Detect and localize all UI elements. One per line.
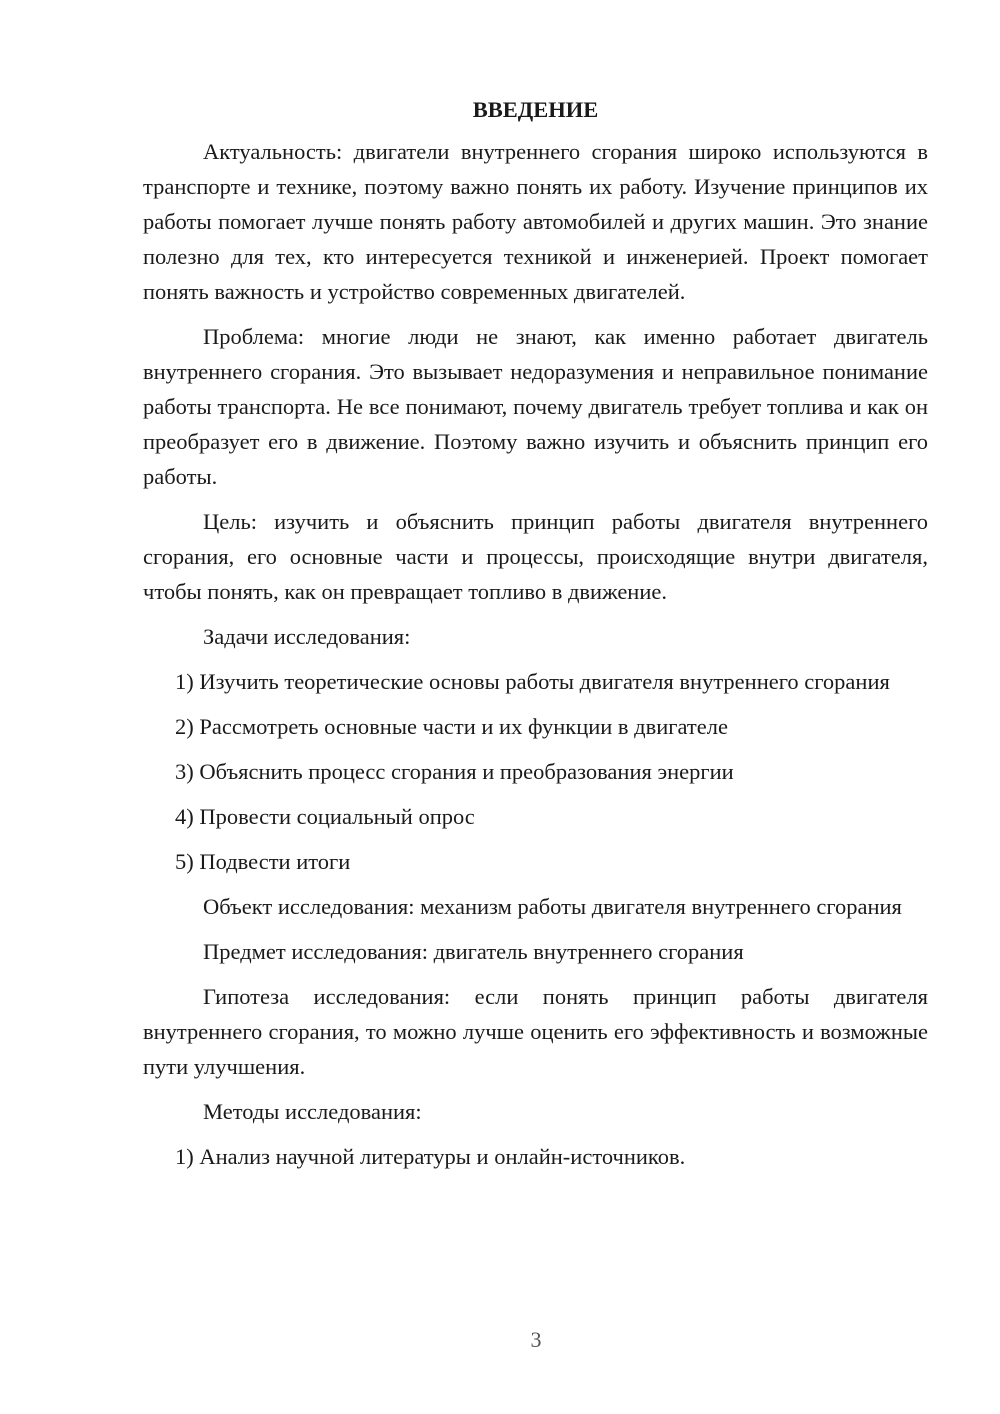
task-item-4: 4) Провести социальный опрос — [175, 804, 475, 829]
subject-paragraph: Предмет исследования: двигатель внутреннего сгорания — [203, 939, 744, 964]
task-item-1: 1) Изучить теоретические основы работы двигателя внутреннего сгорания — [175, 669, 890, 694]
task-item-5: 5) Подвести итоги — [175, 849, 351, 874]
tasks-heading: Задачи исследования: — [203, 624, 411, 649]
task-item-2: 2) Рассмотреть основные части и их функции в двигателе — [175, 714, 728, 739]
document-page — [143, 92, 928, 1184]
relevance-paragraph: Актуальность: двигатели внутреннего сгорания широко используются в транспорте и технике, поэтому важно понять их работу. Изучение принципов их работы помогает лучше понять работу автомобилей и других машин. Это знание полезно для тех, кто интересуется техникой и инженерией. Проект помогает понять важность и устройство современных двигателей. — [143, 139, 928, 304]
page-title: ВВЕДЕНИЕ — [472, 97, 599, 122]
page-number: 3 — [530, 1327, 542, 1352]
hypothesis-paragraph: Гипотеза исследования: если понять принцип работы двигателя внутреннего сгорания, то можно лучше оценить его эффективность и возможные пути улучшения. — [143, 984, 928, 1079]
object-paragraph: Объект исследования: механизм работы двигателя внутреннего сгорания — [203, 894, 902, 919]
method-item-1: 1) Анализ научной литературы и онлайн-источников. — [175, 1144, 686, 1169]
task-item-3: 3) Объяснить процесс сгорания и преобразования энергии — [175, 759, 734, 784]
methods-heading: Методы исследования: — [203, 1099, 422, 1124]
problem-paragraph: Проблема: многие люди не знают, как именно работает двигатель внутреннего сгорания. Это вызывает недоразумения и неправильное понимание работы транспорта. Не все понимают, почему двигатель требует топлива и как он преобразует его в движение. Поэтому важно изучить и объяснить принцип его работы. — [143, 324, 928, 489]
goal-paragraph: Цель: изучить и объяснить принцип работы двигателя внутреннего сгорания, его основные части и процессы, происходящие внутри двигателя, чтобы понять, как он превращает топливо в движение. — [143, 509, 928, 604]
